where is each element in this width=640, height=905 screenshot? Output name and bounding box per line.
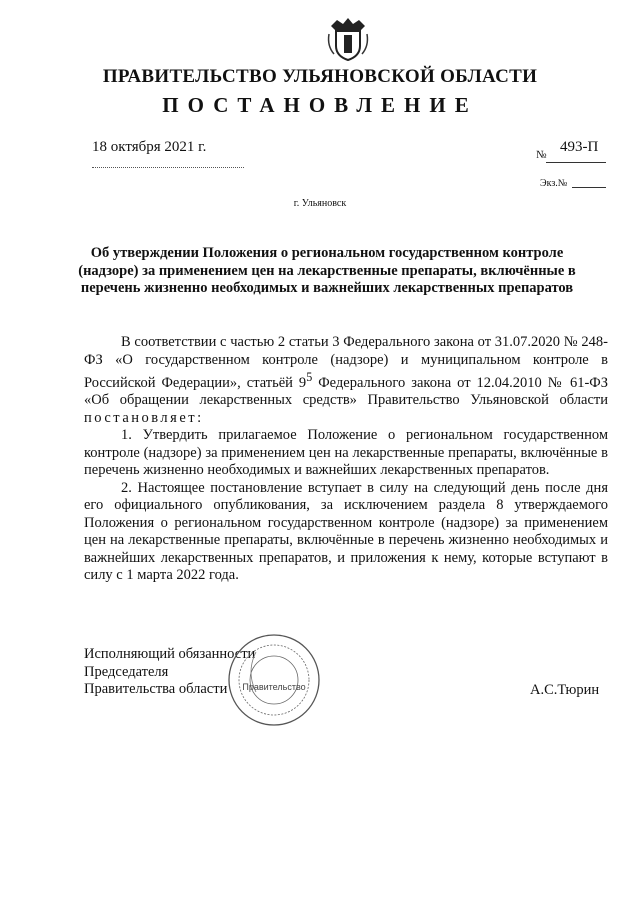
intro-superscript: 5 [306, 370, 313, 384]
org-title: ПРАВИТЕЛЬСТВО УЛЬЯНОВСКОЙ ОБЛАСТИ [102, 66, 538, 87]
item-1: 1. Утвердить прилагаемое Положение о региональном государственном контроле (надзоре) за применением цен на лекарственные препараты, включённые в перечень жизненно необходимых и важнейших лекарственных препаратов. [84, 427, 608, 479]
document-date: 18 октября 2021 г. [92, 139, 207, 155]
signer-name: А.С.Тюрин [530, 682, 600, 698]
signatory-line-3: Правительства области [84, 681, 228, 697]
intro-text-rest: Федерального закона от 12.04.2010 № 61-ФЗ «Об обращении лекарственных средств» Правительство Ульяновской области [84, 374, 608, 409]
number-label: № [536, 149, 547, 161]
intro-end: : [197, 409, 202, 426]
official-stamp [226, 632, 322, 728]
stamp-text: Правительство [242, 682, 306, 692]
date-underline [92, 167, 244, 168]
coat-of-arms-icon [325, 16, 371, 62]
document-body [84, 334, 608, 585]
document-subject: Об утверждении Положения о региональном государственном контроле (надзоре) за применением цен на лекарственные препараты, включённые в перечень жизненно необходимых и важнейших лекарственных препаратов [78, 245, 576, 296]
document-number: 493-П [560, 139, 599, 155]
signatory-line-1: Исполняющий обязанности [84, 646, 256, 662]
resolves-word: постановляет [84, 409, 198, 426]
city: г. Ульяновск [293, 198, 347, 209]
intro-paragraph [84, 334, 608, 427]
signatory-line-2: Председателя [84, 663, 169, 680]
document-type: ПОСТАНОВЛЕНИЕ [162, 93, 478, 117]
copy-label: Экз.№ [540, 178, 568, 189]
intro-text: В соответствии с частью 2 статьи 3 Федерального закона от 31.07.2020 № 248-ФЗ «О государственном контроле (надзоре) и муниципальном контроле в Российской Федерации», статьёй 9 [84, 334, 608, 391]
copy-underline [572, 187, 606, 188]
number-underline [546, 162, 606, 163]
item-2: 2. Настоящее постановление вступает в силу на следующий день после дня его официального опубликования, за исключением раздела 8 утверждаемого Положения о региональном государственном контроле (надзоре) за применением цен на лекарственные препараты, включённые в перечень жизненно необходимых и важнейших лекарственных препаратов, и приложения к нему, которые вступают в силу с 1 марта 2022 года. [84, 479, 608, 584]
